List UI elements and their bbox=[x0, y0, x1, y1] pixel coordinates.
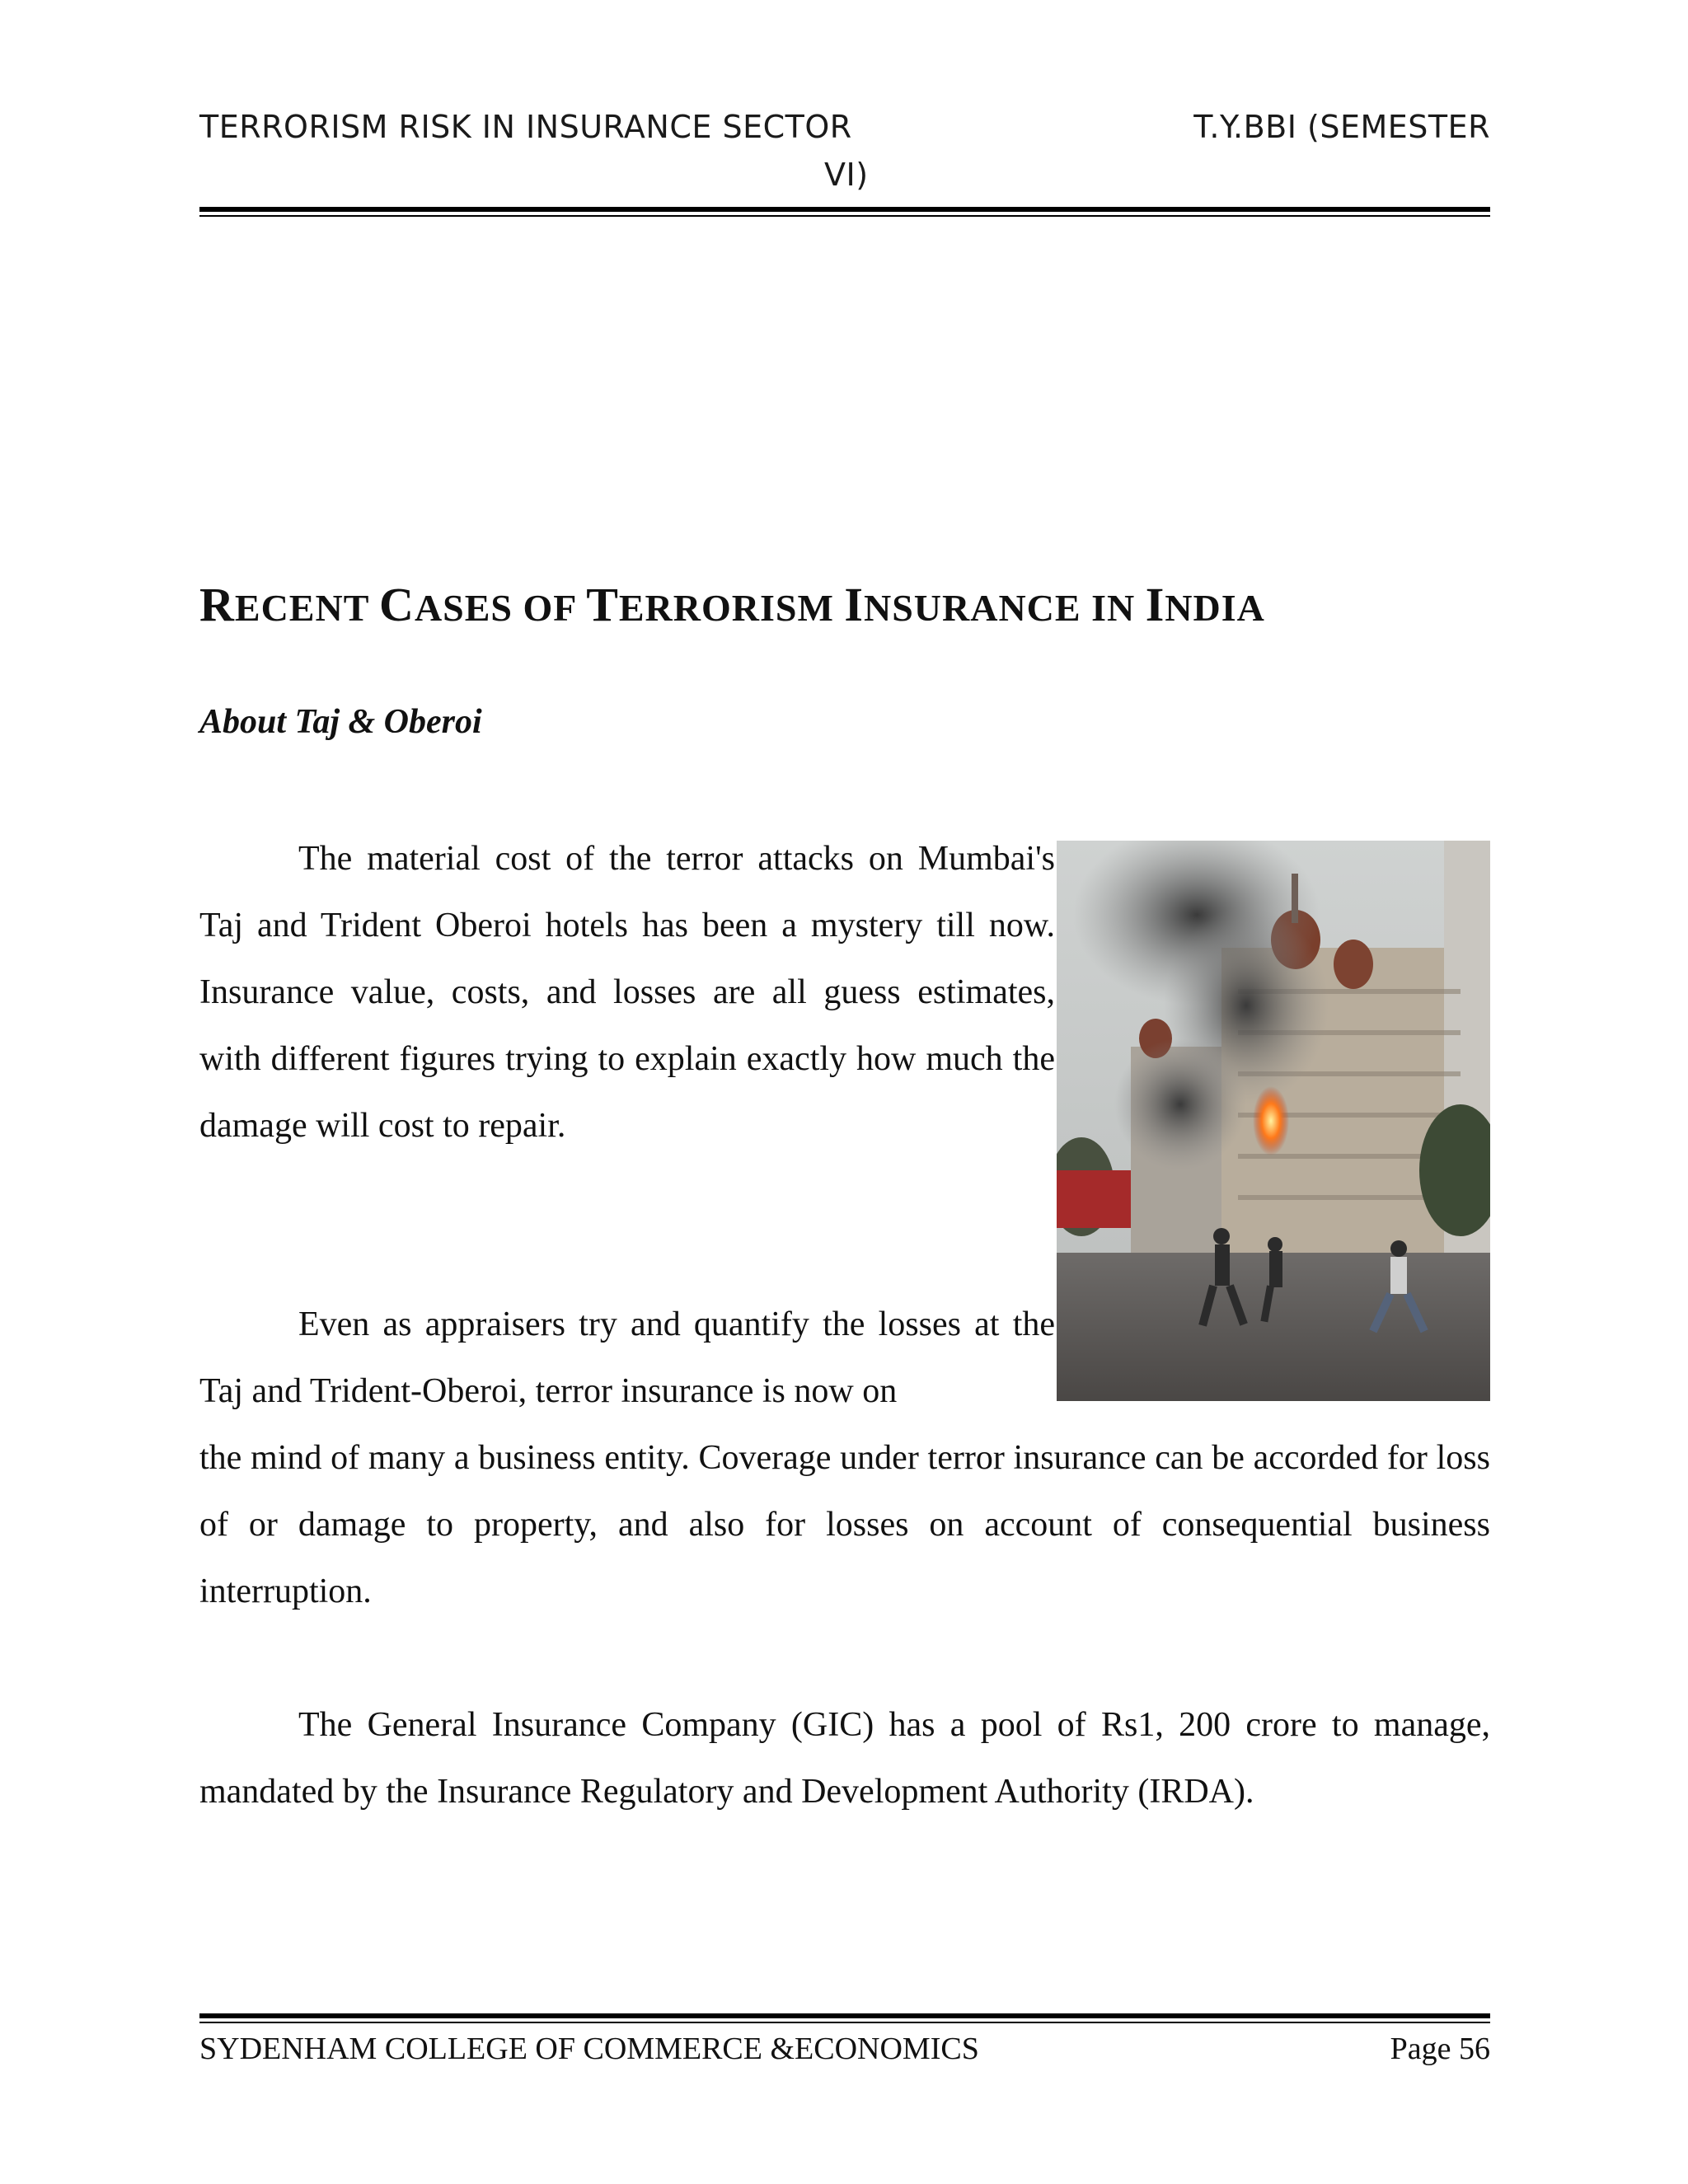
section-title: RECENT CASES OF TERRORISM INSURANCE IN INDIA bbox=[199, 578, 1265, 631]
footer-rule-thick bbox=[199, 2013, 1490, 2018]
page-number: Page 56 bbox=[1390, 2032, 1490, 2066]
subsection-title: About Taj & Oberoi bbox=[199, 703, 482, 741]
paragraph-gic-pool: The General Insurance Company (GIC) has a pool of Rs1, 200 crore to manage, mandated by the Insurance Regulatory and Development Authority (IRDA). bbox=[199, 1706, 1490, 1811]
taj-hotel-fire-photo bbox=[1057, 841, 1490, 1401]
header-rule-thin bbox=[199, 215, 1490, 217]
running-header-course: T.Y.BBI (SEMESTER bbox=[1193, 109, 1490, 145]
running-header-title: TERRORISM RISK IN INSURANCE SECTOR bbox=[199, 109, 852, 145]
header-rule-thick bbox=[199, 207, 1490, 212]
paragraph-appraisers-narrow: Even as appraisers try and quantify the losses at the Taj and Trident-Oberoi, terror insurance is now on bbox=[199, 1305, 1055, 1410]
footer-college-name: SYDENHAM COLLEGE OF COMMERCE &ECONOMICS bbox=[199, 2032, 979, 2066]
running-header-course-continuation: VI) bbox=[824, 157, 869, 193]
footer-rule-thin bbox=[199, 2022, 1490, 2023]
paragraph-appraisers-wide: the mind of many a business entity. Coverage under terror insurance can be accorded for loss of or damage to property, and also for losses on account of consequential business interruption. bbox=[199, 1439, 1490, 1610]
paragraph-material-cost: The material cost of the terror attacks on Mumbai's Taj and Trident Oberoi hotels has been a mystery till now. Insurance value, costs, and losses are all guess estimates, with different figures trying to explain exactly how much the damage will cost to repair. bbox=[199, 840, 1055, 1145]
